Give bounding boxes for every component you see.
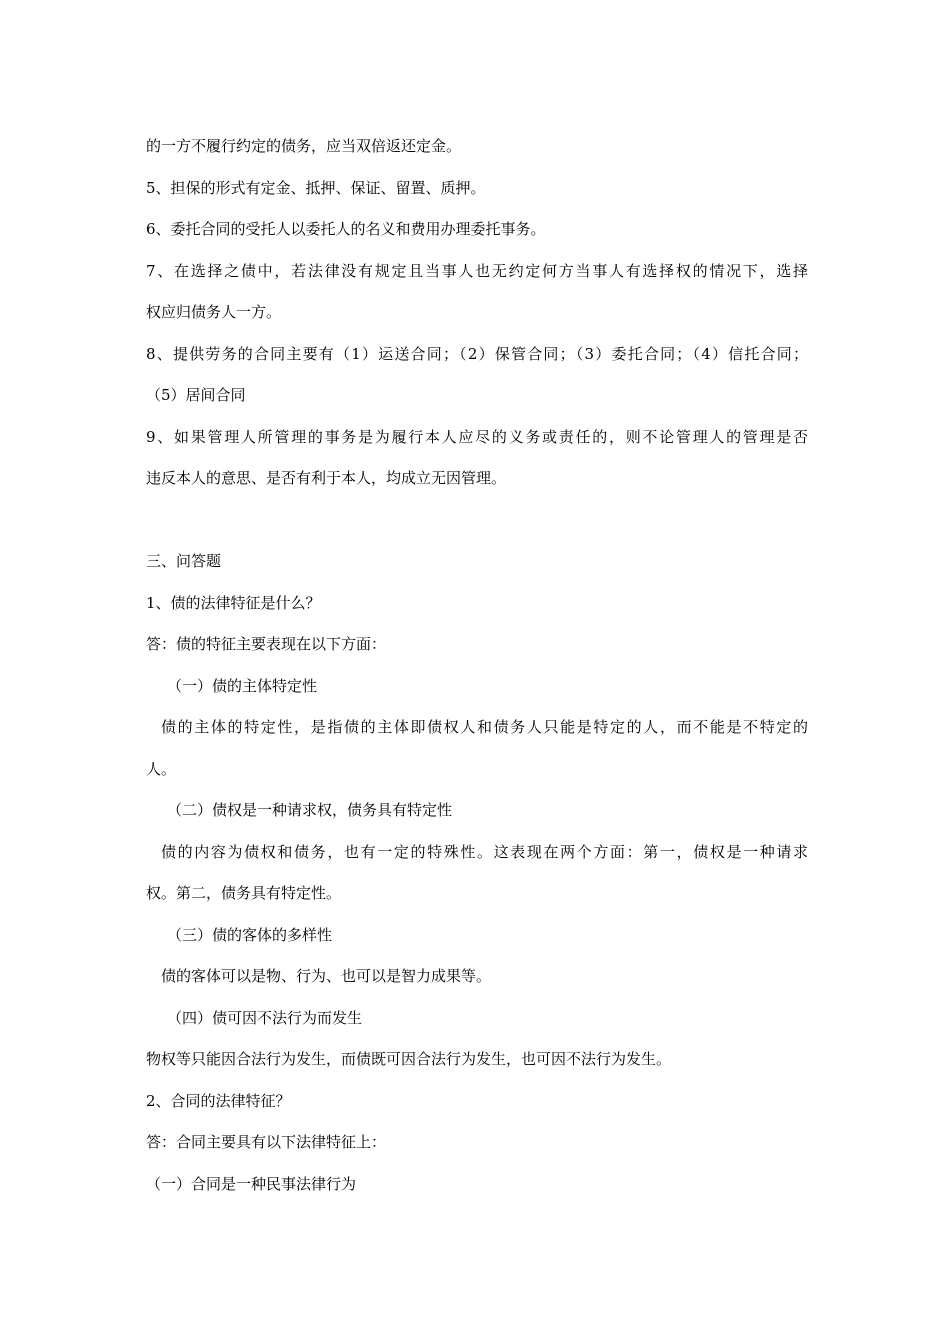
text-line: 9、如果管理人所管理的事务是为履行本人应尽的义务或责任的，则不论管理人的管理是否 xyxy=(146,427,808,446)
text-line: 6、委托合同的受托人以委托人的名义和费用办理委托事务。 xyxy=(146,220,546,238)
blank-line xyxy=(146,500,808,542)
text-line: 债的客体可以是物、行为、也可以是智力成果等。 xyxy=(161,967,492,985)
text-line: 人。 xyxy=(146,759,177,778)
subheading: （一）债的主体特定性 xyxy=(167,676,318,695)
question-heading: 2、合同的法律特征？ xyxy=(146,1091,291,1110)
subheading: （一）合同是一种民事法律行为 xyxy=(146,1174,357,1193)
text-line: 权应归债务人一方。 xyxy=(146,303,282,321)
text-line: 5、担保的形式有定金、抵押、保证、留置、质押。 xyxy=(146,178,486,197)
text-line: 7、在选择之债中，若法律没有规定且当事人也无约定何方当事人有选择权的情况下，选择 xyxy=(146,261,808,280)
question-heading: 1、债的法律特征是什么？ xyxy=(146,593,321,612)
text-line: 违反本人的意思、是否有利于本人，均成立无因管理。 xyxy=(146,469,507,487)
text-line: （5）居间合同 xyxy=(146,386,246,404)
text-line: 8、提供劳务的合同主要有（1）运送合同；（2）保管合同；（3）委托合同；（4）信托合同； xyxy=(146,344,808,363)
text-line: 债的内容为债权和债务，也有一定的特殊性。这表现在两个方面：第一，债权是一种请求 xyxy=(161,842,808,861)
subheading: （三）债的客体的多样性 xyxy=(167,925,333,944)
subheading: （二）债权是一种请求权，债务具有特定性 xyxy=(167,801,453,819)
text-line: 的一方不履行约定的债务，应当双倍返还定金。 xyxy=(146,137,462,155)
text-line: 物权等只能因合法行为发生，而债既可因合法行为发生，也可因不法行为发生。 xyxy=(146,1050,672,1068)
section-heading: 三、问答题 xyxy=(146,552,222,570)
document-body xyxy=(146,126,808,1205)
subheading: （四）债可因不法行为而发生 xyxy=(167,1008,363,1027)
text-line: 债的主体的特定性，是指债的主体即债权人和债务人只能是特定的人，而不能是不特定的 xyxy=(161,718,808,736)
answer-intro: 答：合同主要具有以下法律特征上： xyxy=(146,1133,387,1151)
text-line: 权。第二，债务具有特定性。 xyxy=(146,884,342,902)
answer-intro: 答：债的特征主要表现在以下方面： xyxy=(146,635,387,653)
